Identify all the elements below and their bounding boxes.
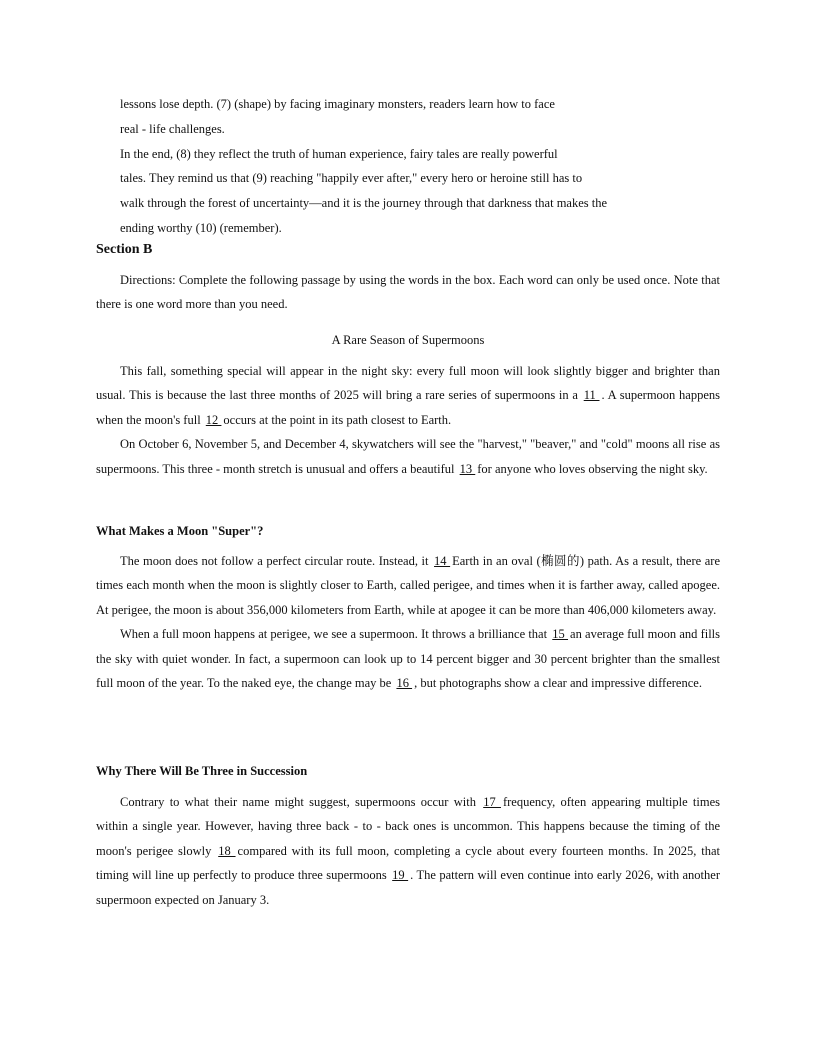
blank-16[interactable]: 16 <box>396 676 413 691</box>
paragraph: On October 6, November 5, and December 4, skywatchers will see the "harvest," "beaver," and "cold" moons all rise as supermoons. This three - month stretch is unusual and offers a beautiful 13 for anyone who loves observing the night sky. <box>96 437 720 476</box>
text-line: real - life challenges. <box>120 121 225 136</box>
text-line: lessons lose depth. (7) (shape) by facing imaginary monsters, readers learn how to face <box>120 97 555 111</box>
directions <box>96 268 720 317</box>
paragraph: This fall, something special will appear in the night sky: every full moon will look slightly bigger and brighter than usual. This is because the last three months of 2025 will bring a rare series of supermoons in a 11 . A supermoon happens when the moon's full 12 occurs at the point in its path closest to Earth. <box>96 364 720 427</box>
passage-section-2 <box>96 790 720 912</box>
paragraph: When a full moon happens at perigee, we see a supermoon. It throws a brilliance that 15 an average full moon and fills the sky with quiet wonder. In fact, a supermoon can look up to 14 percent bigger and 30 percent brighter than the smallest full moon of the year. To the naked eye, the change may be 16 , but photographs show a clear and impressive difference. <box>96 627 721 691</box>
text-line: ending worthy (10) (remember). <box>120 220 282 235</box>
paragraph: Contrary to what their name might suggest, supermoons occur with 17 frequency, often appearing multiple times within a single year. However, having three back - to - back ones is uncommon. This happens because the timing of the moon's perigee slowly 18 compared with its full moon, completing a cycle about every fourteen months. In 2025, that timing will line up perfectly to produce three supermoons 19 . The pattern will even continue into early 2026, with another supermoon expected on January 3. <box>96 795 720 907</box>
text-line: tales. They remind us that (9) reaching "happily ever after," every hero or heroine still has to <box>120 171 583 186</box>
blank-14[interactable]: 14 <box>434 554 451 568</box>
previous-passage-continuation <box>120 92 680 241</box>
subheading: What Makes a Moon "Super"? <box>96 524 264 538</box>
passage-title: A Rare Season of Supermoons <box>331 333 485 347</box>
text-line: walk through the forest of uncertainty—and it is the journey through that darkness that makes the <box>120 196 608 211</box>
blank-19[interactable]: 19 <box>392 868 409 883</box>
blank-11[interactable]: 11 <box>583 388 600 403</box>
section-heading: Section B <box>96 242 153 257</box>
blank-15[interactable]: 15 <box>552 627 569 642</box>
passage-intro <box>96 359 720 481</box>
passage-section-1 <box>96 549 720 695</box>
paragraph: The moon does not follow a perfect circular route. Instead, it 14 Earth in an oval (椭圆的) path. As a result, there are times each month when the moon is slightly closer to Earth, called perigee, and times when it is farther away, called apogee. At perigee, the moon is about 356,000 kilometers from Earth, while at apogee it can be more than 406,000 kilometers away. <box>96 554 720 617</box>
blank-12[interactable]: 12 <box>205 412 222 427</box>
text-line: In the end, (8) they reflect the truth of human experience, fairy tales are really powerful <box>120 146 558 161</box>
blank-13[interactable]: 13 <box>459 461 476 476</box>
blank-17[interactable]: 17 <box>483 795 501 809</box>
blank-18[interactable]: 18 <box>218 843 236 858</box>
directions-text: Directions: Complete the following passage by using the words in the box. Each word can only be used once. Note that there is one word more than you need. <box>96 273 720 312</box>
subheading: Why There Will Be Three in Succession <box>96 764 308 778</box>
